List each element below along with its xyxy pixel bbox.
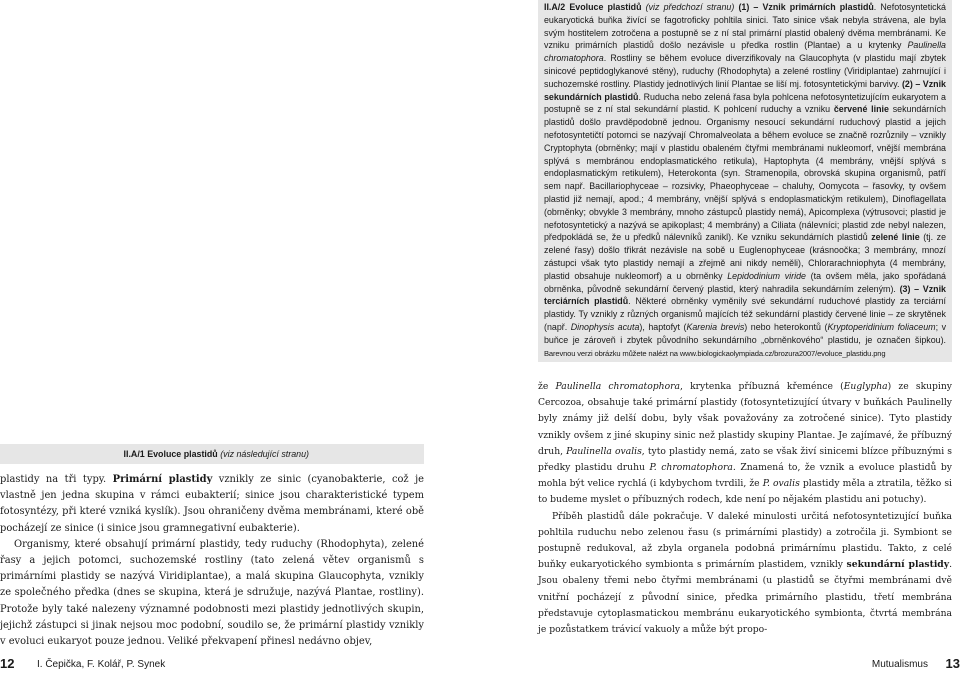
text-run: plastidy na tři typy. (0, 474, 113, 485)
caption-2-part: zelené linie (871, 232, 920, 243)
figure-caption-box-1 (0, 444, 424, 464)
caption-2-part: Lepidodinium viride (727, 270, 806, 281)
caption-2-part: (ta ovšem měla, jako spořádaná obrněnka, původně sekundární červený plastid, který nahradila sekundárním zeleným). (544, 270, 946, 294)
caption-2-text (544, 1, 946, 360)
page-number-left: 12 (0, 656, 15, 671)
caption-2-part: ) nebo heterokontů ( (744, 321, 828, 332)
body-column-right (538, 379, 952, 638)
caption-2-label: II.A/2 (544, 2, 566, 12)
caption-2-part: . Rostliny se během evoluce diverzifikovaly na Glaucophyta (v plastidu mají zbytek sinicové peptidoglykanové stěny), ruduchy (Rhodophyta) a zelené rostliny (Viridiplantae) zahrnující i suchozemské rostliny. Plastidy jednotlivých linií Plantae se liší mj. fotosyntetickými barvivy. (544, 53, 946, 89)
text-run-italic: P. chromatophora (649, 462, 733, 474)
text-run-italic: Paulinella chromatophora (555, 381, 680, 392)
caption-2-part: (tj. ze zelené řasy) došlo třikrát nezávisle na sobě u Euglenophyceae (krásnoočka; 3 membrány, mnozí zástupci však tyto plastidy nemají a zřejmě ani nikdy neměli), Chlorarachniophyta (4 membrány, plastid obsahuje nukleomorf) a u obrněnky (544, 232, 947, 281)
text-run: vznikly ze sinic (cyanobakterie, což je vlastně jen jedna skupina v rámci eubakterií; sinice jsou charakteristické typem fotosyntézy, při které vzniká kyslík). Jsou ohraničeny dvěma membránami, které obě pocházejí ze sinice (i sinice jsou gramnegativní eubakterie). (0, 474, 424, 534)
caption-2-part: (2) – Vznik sekundárních plastidů (544, 78, 946, 102)
paragraph: Organismy, které obsahují primární plastidy, tedy ruduchy (Rhodophyta), zelené řasy a jejich potomci, suchozemské rostliny (tato zelená větev organismů s primárními plastidy se nazývá Viridiplantae), a malá skupina Glaucophyta, vznikly ze společného předka (dnes se skupina, která je sdružuje, nazývá Plantae, rostliny). Protože byly také nalezeny významné podobnosti mezi plastidy jednotlivých skupin, jejichž zástupci si jinak nejsou moc podobní, soudilo se, že primární plastidy vznikly v evoluci eukaryot pouze jednou. Veliké překvapení přinesl nedávno objev, (0, 538, 424, 648)
text-run-italic: Euglypha (843, 381, 888, 392)
caption-2-part: (3) – Vznik terciárních plastidů (544, 283, 946, 307)
text-run: Příběh plastidů dále pokračuje. V daleké minulosti určitá nefotosyntetizující buňka pohltila ruduchu nebo zelenou řasu (s primárními plastidy) a zotročila ji. Symbiont se postupně redukoval, až zbyla organela podobná primárnímu plastidu. Takto, z celé buňky eukaryotického symbionta s primárním plastidem, vznikly (538, 510, 952, 571)
caption-2-part: Paulinella chromatophora (544, 40, 946, 64)
text-run: . Jsou obaleny třemi nebo čtyřmi membránami (u plastidů se čtyřmi membránami dvě vnitřní pocházejí z původní sinice, předka primárního plastidu, třetí membrána představuje cytoplasmatickou membránu eukaryotického symbionta, čtvrtá membrána je pozůstatkem trávicí vakuoly a může být propo- (538, 559, 952, 636)
caption-2-part: Kryptoperidinium foliaceum (827, 321, 936, 332)
text-run: ) ze skupiny Cercozoa, obsahuje také primární plastidy (fotosyntetizující útvary v buňkách Paulinelly byly známy již delší dobu, byly však považovány za zotročené sinice). Tyto plastidy vznikly ovšem z jiné skupiny sinic než plastidy skupiny Plantae. Je zajímavé, že příbuzný druh, (538, 381, 952, 457)
caption-2-part: Karenia brevis (686, 321, 745, 332)
caption-2-credit: Barevnou verzi obrázku můžete nalézt na www.biologickaolympiada.cz/brozura2007/evoluce_plastidu.png (544, 348, 886, 358)
caption-2-part: ), haptofyt ( (639, 321, 687, 332)
text-run: plastidy měla a ztratila, těžko si to budeme myslet o příbuzných rodech, kde není po nějakém plastidu ani potuchy). (538, 478, 952, 506)
text-run-bold: sekundární plastidy (846, 559, 950, 571)
text-run-bold: Primární plastidy (112, 474, 213, 485)
paragraph (538, 379, 952, 509)
paragraph (538, 509, 952, 639)
body-column-left (0, 472, 424, 650)
text-run: že (538, 381, 556, 392)
text-run: , tyto plastidy nemá, zato se však živí sinicemi blízce příbuznými s předky plastidu druhu (538, 445, 952, 474)
footer-authors: I. Čepička, F. Kolář, P. Synek (37, 659, 166, 670)
caption-2-part: (1) – Vznik primárních plastidů (738, 2, 874, 12)
figure-caption-box-2 (538, 0, 952, 362)
caption-1-label: II.A/1 (123, 449, 145, 459)
caption-1-note: (viz následující stranu) (220, 449, 309, 459)
caption-2-part: . Nefotosyntetická eukaryotická buňka živící se fagotroficky pohltila sinici. Tato sinice však nebyla strávena, ale byla svým hostitelem zotročena a postupně se z ní stal primární plastid obalený dvěma membránami. Ke vzniku primárních plastidů došlo nezávisle u předka rostlin (Plantae) a u krytenky (544, 2, 946, 51)
caption-2-heading: Evoluce plastidů (569, 2, 642, 12)
caption-2-part: . Ruducha nebo zelená řasa byla pohlcena nefotosyntetizujícím eukaryotem a postupně se z ní stal sekundární plastid. K pohlcení ruduchy a vzniku (544, 91, 946, 115)
text-run: . Znamená to, že vznik a evoluce plastidů by mohla být velice rychlá (i kdybychom tvrdili, že (538, 462, 952, 490)
caption-2-part: ; v buňce je zároveň i zbytek původního sekundárního „obrněnkového“ plastidu, je označen šipkou). (544, 321, 947, 345)
page-number-right: 13 (945, 656, 960, 671)
footer-section: Mutualismus (871, 659, 928, 670)
caption-2-part: . Některé obrněnky vyměnily své sekundární ruduchové plastidy za terciární plastidy. Ty vznikly z různých organismů majících též sekundární plastidy červené linie – ze skrytěnek (např. (544, 296, 946, 332)
paragraph (0, 472, 424, 537)
caption-2-part: červené linie (833, 104, 889, 115)
caption-2-part: sekundárních plastidů došlo pravděpodobně jednou. Organismy nesoucí sekundární ruduchový plastid a jejich nefotosyntetičtí potomci se nazývají Chromalveolata a během evoluce se značně rozrůznily – vznikly Cryptophyta (obrněnky; mají v plastidu obaleném čtyřmi membránami nukleomorf, vnější membrána splývá s membránou endoplasmatického retikula), Haptophyta (4 membrány, vnější splývá s endoplasmatickým retikulem), Heterokonta (syn. Stramenopila, obrovská skupina organismů, patří sem např. Bacillariophyceae – rozsivky, Phaeophyceae – chaluhy, Oomycota – řasovky, ty ovšem plastid již nemají, apod.; 4 membrány, vnější splývá s endoplasmatickým retikulem), Dinoflagellata (obrněnky; obvykle 3 membrány, mnoho zástupců plastidy nemá), Apicomplexa (výtrusovci; plastid je nefotosyntetický a nazývá se apikoplast; 4 membrány) a Ciliata (nálevníci; plastid zde nebyl nalezen, předpokládá se, že u předků nálevníků zanikl). Ke vzniku sekundárních plastidů (544, 104, 946, 243)
caption-1-text (0, 444, 424, 464)
caption-2-part: Dinophysis acuta (570, 321, 640, 332)
text-run-italic: Paulinella ovalis (566, 445, 642, 457)
caption-1-heading: Evoluce plastidů (147, 449, 218, 459)
text-run-italic: P. ovalis (762, 478, 800, 490)
text-run: , krytenka příbuzná křeménce ( (679, 381, 844, 392)
caption-2-note: (viz předchozí stranu) (645, 2, 735, 12)
